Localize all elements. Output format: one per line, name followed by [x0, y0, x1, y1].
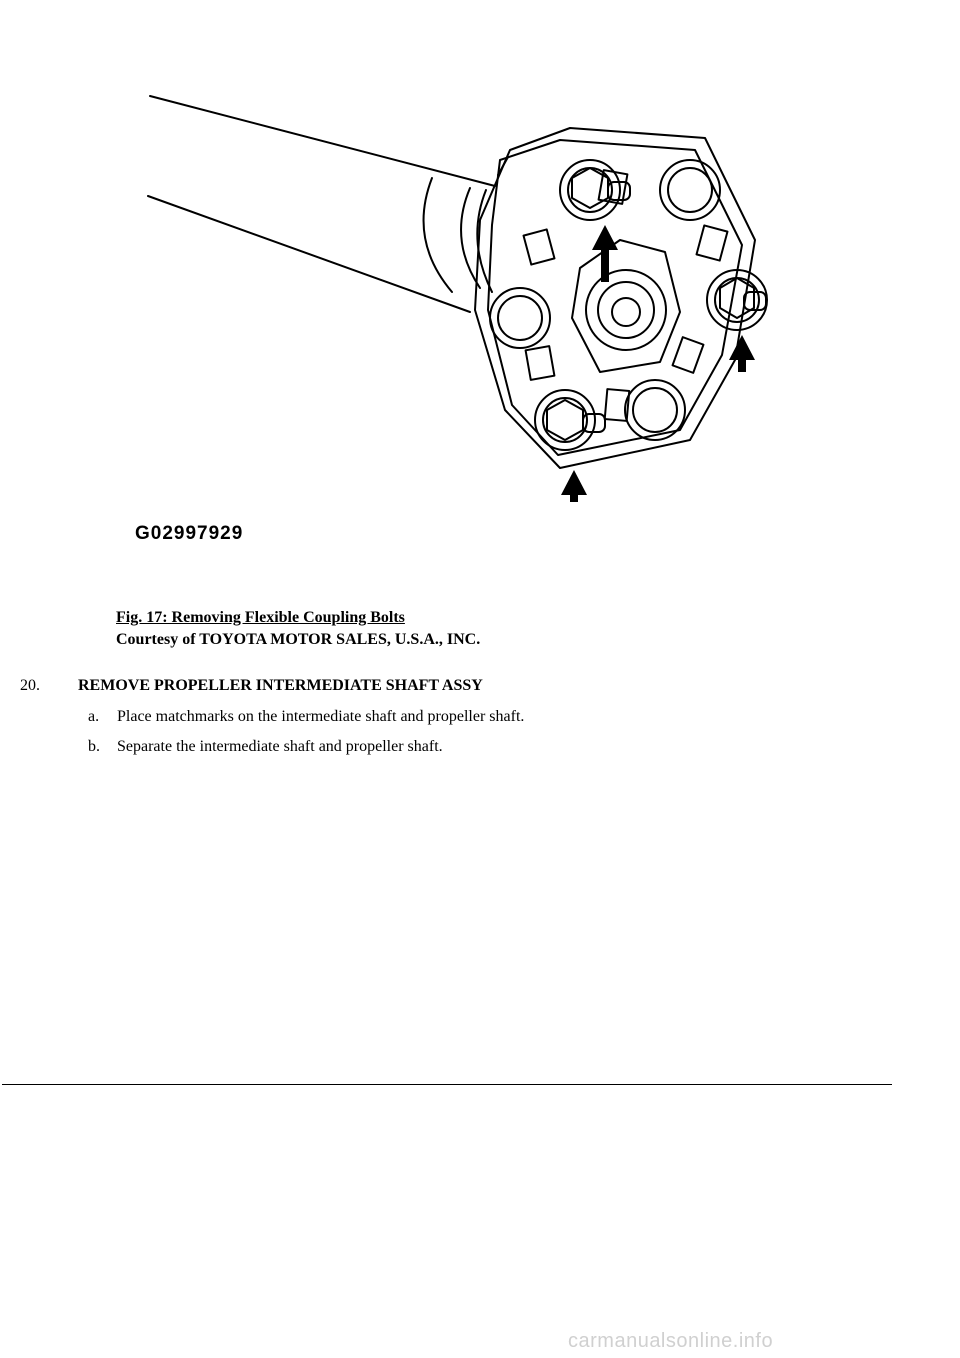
step-number: 20. — [20, 677, 40, 694]
substep-letter: a. — [88, 708, 100, 725]
page-divider — [2, 1084, 892, 1085]
figure-code: G02997929 — [135, 523, 244, 544]
coupling-plate — [475, 128, 755, 468]
arrow-icon — [561, 225, 755, 502]
step-heading: REMOVE PROPELLER INTERMEDIATE SHAFT ASSY — [78, 677, 483, 694]
substep-letter: b. — [88, 738, 100, 755]
rubber-windows — [524, 170, 728, 421]
figure-caption — [116, 607, 480, 651]
substep-text: Place matchmarks on the intermediate shaft and propeller shaft. — [117, 708, 525, 725]
figure-title[interactable]: Fig. 17: Removing Flexible Coupling Bolts — [116, 609, 405, 626]
figure-courtesy: Courtesy of TOYOTA MOTOR SALES, U.S.A., INC. — [116, 631, 481, 648]
propeller-shaft — [148, 96, 495, 312]
substep-text: Separate the intermediate shaft and propeller shaft. — [117, 738, 443, 755]
center-hub — [572, 240, 680, 372]
flexible-coupling-illustration — [110, 70, 790, 550]
watermark: carmanualsonline.info — [568, 1330, 774, 1352]
